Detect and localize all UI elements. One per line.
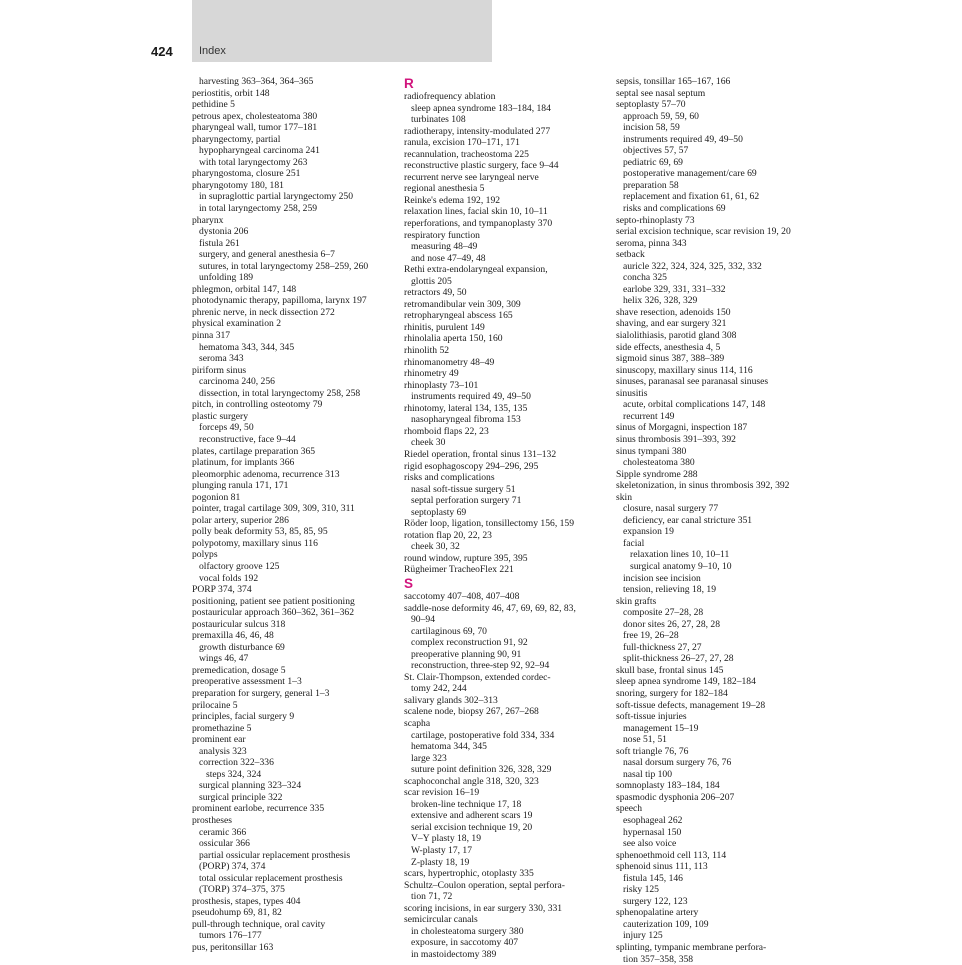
index-subentry: 90–94: [411, 614, 435, 626]
index-entry: recannulation, tracheostoma 225: [404, 148, 529, 160]
index-subentry: instruments required 49, 49–50: [411, 391, 531, 403]
index-entry: ranula, excision 170–171, 171: [404, 137, 520, 149]
index-subentry: in mastoidectomy 389: [411, 948, 497, 960]
index-entry: relaxation lines, facial skin 10, 10–11: [404, 206, 548, 218]
index-entry: prominent earlobe, recurrence 335: [192, 803, 325, 815]
index-entry: postauricular sulcus 318: [192, 618, 286, 630]
index-entry: postauricular approach 360–362, 361–362: [192, 607, 354, 619]
index-subentry: cartilaginous 69, 70: [411, 625, 487, 637]
index-entry: scars, hypertrophic, otoplasty 335: [404, 868, 534, 880]
index-subentry: V–Y plasty 18, 19: [411, 833, 481, 845]
index-subentry: ossicular 366: [199, 838, 250, 850]
index-entry: plastic surgery: [192, 410, 249, 422]
index-entry: physical examination 2: [192, 318, 281, 330]
index-subentry: reconstruction, three-step 92, 92–94: [411, 660, 550, 672]
index-entry: rotation flap 20, 22, 23: [404, 529, 492, 541]
index-subentry: dystonia 206: [199, 226, 249, 238]
index-subentry: risky 125: [623, 884, 659, 896]
index-entry: positioning, patient see patient positioning: [192, 595, 355, 607]
index-subentry: steps 324, 324: [206, 768, 262, 780]
index-subentry: seroma 343: [199, 353, 244, 365]
index-subentry: Z-plasty 18, 19: [411, 856, 470, 868]
index-entry: soft-tissue injuries: [616, 711, 687, 723]
index-entry: rhinitis, purulent 149: [404, 321, 485, 333]
index-subentry: tion 357–358, 358: [623, 953, 694, 965]
index-subentry: closure, nasal surgery 77: [623, 503, 719, 515]
index-subentry: donor sites 26, 27, 28, 28: [623, 618, 721, 630]
index-entry: septo-rhinoplasty 73: [616, 214, 695, 226]
index-subentry: hematoma 343, 344, 345: [199, 341, 295, 353]
index-entry: principles, facial surgery 9: [192, 711, 295, 723]
index-subentry: olfactory groove 125: [199, 560, 280, 572]
index-subentry: suture point definition 326, 328, 329: [411, 764, 552, 776]
index-column-1: [192, 76, 392, 954]
index-entry: preoperative assessment 1–3: [192, 676, 302, 688]
index-entry: phrenic nerve, in neck dissection 272: [192, 306, 335, 318]
index-subentry: large 323: [411, 752, 447, 764]
index-subentry: unfolding 189: [199, 272, 254, 284]
index-entry: spasmodic dysphonia 206–207: [616, 791, 735, 803]
index-subentry: sutures, in total laryngectomy 258–259, 260: [199, 260, 369, 272]
index-entry: skin grafts: [616, 595, 657, 607]
index-entry: platinum, for implants 366: [192, 457, 295, 469]
index-subentry: postoperative management/care 69: [623, 168, 757, 180]
index-subentry: correction 322–336: [199, 757, 274, 769]
index-subentry: serial excision technique 19, 20: [411, 821, 533, 833]
index-entry: premaxilla 46, 46, 48: [192, 630, 274, 642]
index-entry: round window, rupture 395, 395: [404, 552, 528, 564]
index-subentry: earlobe 329, 331, 331–332: [623, 283, 726, 295]
index-subentry: tomy 242, 244: [411, 683, 467, 695]
index-subentry: expansion 19: [623, 526, 674, 538]
index-entry: sphenoethmoid cell 113, 114: [616, 849, 727, 861]
index-subentry: W-plasty 17, 17: [411, 845, 473, 856]
index-subentry: septoplasty 69: [411, 506, 467, 518]
index-entry: piriform sinus: [192, 364, 247, 376]
index-subentry: extensive and adherent scars 19: [411, 810, 533, 822]
index-subentry: in supraglottic partial laryngectomy 250: [199, 191, 353, 203]
index-entry: speech: [616, 803, 643, 815]
index-subentry: full-thickness 27, 27: [623, 641, 702, 653]
index-entry: rhinolalia aperta 150, 160: [404, 333, 503, 345]
index-entry: prosthesis, stapes, types 404: [192, 895, 301, 907]
index-entry: pointer, tragal cartilage 309, 309, 310, 311: [192, 503, 355, 515]
index-entry: prilocaine 5: [192, 699, 238, 711]
index-entry: scaphoconchal angle 318, 320, 323: [404, 775, 539, 787]
index-subentry: surgical principle 322: [199, 791, 283, 803]
index-subentry: cartilage, postoperative fold 334, 334: [411, 729, 555, 741]
index-subentry: composite 27–28, 28: [623, 607, 704, 619]
index-entry: recurrent nerve see laryngeal nerve: [404, 171, 539, 183]
index-entry: scapha: [404, 717, 431, 729]
index-entry: rhinometry 49: [404, 368, 459, 380]
index-subentry: incision see incision: [623, 572, 701, 584]
index-letter-heading: S: [404, 575, 414, 591]
index-subentry: reconstructive, face 9–44: [199, 433, 296, 445]
index-column-3: [616, 76, 821, 965]
index-subentry: auricle 322, 324, 324, 325, 332, 332: [623, 260, 762, 272]
index-entry: Riedel operation, frontal sinus 131–132: [404, 448, 557, 460]
index-entry: saccotomy 407–408, 407–408: [404, 590, 520, 602]
index-subentry: management 15–19: [623, 722, 699, 734]
index-entry: splinting, tympanic membrane perfora-: [616, 942, 767, 954]
index-subentry: total ossicular replacement prosthesis: [199, 872, 343, 884]
index-entry: sialolithiasis, parotid gland 308: [616, 330, 737, 342]
index-column-2: [404, 76, 609, 960]
index-entry: polyps: [192, 549, 218, 561]
index-subentry: cheek 30, 32: [411, 541, 460, 553]
index-entry: shave resection, adenoids 150: [616, 306, 731, 318]
index-entry: shaving, and ear surgery 321: [616, 318, 727, 330]
index-entry: Röder loop, ligation, tonsillectomy 156, 159: [404, 518, 575, 530]
index-entry: seroma, pinna 343: [616, 237, 687, 249]
index-entry: semicircular canals: [404, 914, 478, 926]
index-entry: scalene node, biopsy 267, 267–268: [404, 706, 539, 718]
index-subentry: hematoma 344, 345: [411, 741, 487, 753]
index-subentry: esophageal 262: [623, 815, 683, 826]
index-entry: septal see nasal septum: [616, 87, 706, 99]
index-entry: scar revision 16–19: [404, 787, 480, 799]
index-entry: PORP 374, 374: [192, 584, 252, 596]
index-entry: sigmoid sinus 387, 388–389: [616, 353, 725, 365]
index-subentry: and nose 47–49, 48: [411, 252, 486, 264]
index-entry: sleep apnea syndrome 149, 182–184: [616, 676, 756, 688]
index-subentry: deficiency, ear canal stricture 351: [623, 514, 753, 526]
index-entry: Schultz–Coulon operation, septal perfora-: [404, 879, 565, 891]
index-subentry: (PORP) 374, 374: [199, 861, 266, 873]
index-entry: pogonion 81: [192, 491, 241, 503]
index-entry: rhomboid flaps 22, 23: [404, 425, 489, 437]
index-entry: Rethi extra-endolaryngeal expansion,: [404, 264, 548, 276]
index-entry: pseudohump 69, 81, 82: [192, 907, 282, 919]
index-entry: prostheses: [192, 815, 232, 826]
index-subentry: with total laryngectomy 263: [199, 156, 308, 168]
index-entry: skin: [616, 491, 632, 503]
header-gray-block: [192, 0, 492, 62]
index-entry: pharyngotomy 180, 181: [192, 179, 284, 191]
index-entry: periostitis, orbit 148: [192, 87, 270, 99]
index-entry: St. Clair-Thompson, extended cordec-: [404, 671, 551, 683]
index-entry: polly beak deformity 53, 85, 85, 95: [192, 526, 328, 538]
index-entry: rhinoplasty 73–101: [404, 379, 479, 391]
index-subentry: growth disturbance 69: [199, 641, 285, 653]
page-number: 424: [151, 44, 173, 59]
index-entry: sinus of Morgagni, inspection 187: [616, 422, 748, 434]
index-entry: sphenopalatine artery: [616, 907, 699, 919]
index-subentry: broken-line technique 17, 18: [411, 798, 522, 810]
index-letter-heading: R: [404, 76, 414, 91]
index-entry: soft-tissue defects, management 19–28: [616, 699, 766, 711]
index-entry: retropharyngeal abscess 165: [404, 310, 513, 322]
index-entry: retractors 49, 50: [404, 287, 467, 299]
index-subentry: acute, orbital complications 147, 148: [623, 399, 766, 411]
index-entry: sinusitis: [616, 387, 648, 399]
index-subentry: cauterization 109, 109: [623, 918, 709, 930]
index-entry: plunging ranula 171, 171: [192, 480, 289, 492]
index-subentry: forceps 49, 50: [199, 422, 254, 434]
index-entry: pull-through technique, oral cavity: [192, 918, 326, 930]
index-entry: skull base, frontal sinus 145: [616, 664, 724, 676]
index-subentry: cheek 30: [411, 437, 446, 449]
index-subentry: nasal tip 100: [623, 768, 673, 780]
index-subentry: hypernasal 150: [623, 826, 682, 838]
index-subentry: see also voice: [623, 838, 677, 850]
index-subentry: surgery, and general anesthesia 6–7: [199, 249, 335, 261]
index-subentry: instruments required 49, 49–50: [623, 133, 743, 145]
index-entry: rigid esophagoscopy 294–296, 295: [404, 460, 539, 472]
index-subentry: pediatric 69, 69: [623, 156, 683, 168]
index-subentry: cholesteatoma 380: [623, 457, 695, 469]
index-entry: pharyngeal wall, tumor 177–181: [192, 122, 318, 134]
index-entry: sinus tympani 380: [616, 445, 687, 457]
index-entry: saddle-nose deformity 46, 47, 69, 69, 82, 83,: [404, 602, 576, 614]
index-subentry: incision 58, 59: [623, 122, 680, 134]
index-subentry: vocal folds 192: [199, 572, 259, 584]
index-entry: Reinke's edema 192, 192: [404, 194, 501, 206]
index-subentry: helix 326, 328, 329: [623, 295, 698, 307]
index-subentry: tion 71, 72: [411, 891, 453, 903]
index-subentry: partial ossicular replacement prosthesis: [199, 849, 351, 861]
index-entry: sinus thrombosis 391–393, 392: [616, 433, 736, 445]
index-entry: reperforations, and tympanoplasty 370: [404, 218, 553, 230]
index-subentry: septal perforation surgery 71: [411, 495, 522, 507]
index-entry: pethidine 5: [192, 99, 235, 111]
index-entry: plates, cartilage preparation 365: [192, 445, 316, 457]
index-subentry: risks and complications 69: [623, 203, 726, 215]
index-entry: risks and complications: [404, 472, 495, 484]
index-entry: radiofrequency ablation: [404, 91, 496, 102]
index-entry: setback: [616, 249, 645, 261]
index-entry: salivary glands 302–313: [404, 694, 498, 706]
index-subentry: surgical anatomy 9–10, 10: [630, 560, 732, 572]
index-entry: sinuscopy, maxillary sinus 114, 116: [616, 364, 753, 376]
index-subentry: nasopharyngeal fibroma 153: [411, 414, 521, 426]
index-entry: preparation for surgery, general 1–3: [192, 687, 330, 699]
index-subentry: nose 51, 51: [623, 734, 667, 746]
index-entry: snoring, surgery for 182–184: [616, 687, 728, 699]
index-entry: pleomorphic adenoma, recurrence 313: [192, 468, 340, 480]
index-entry: retromandibular vein 309, 309: [404, 298, 521, 310]
index-subentry: facial: [623, 537, 645, 549]
index-subentry: split-thickness 26–27, 27, 28: [623, 653, 734, 665]
index-entry: respiratory function: [404, 229, 480, 241]
index-entry: premedication, dosage 5: [192, 664, 286, 676]
index-entry: reconstructive plastic surgery, face 9–44: [404, 160, 559, 172]
index-subentry: preoperative planning 90, 91: [411, 648, 522, 660]
index-subentry: hypopharyngeal carcinoma 241: [199, 145, 320, 157]
index-subentry: nasal dorsum surgery 76, 76: [623, 757, 732, 769]
index-entry: sinuses, paranasal see paranasal sinuses: [616, 376, 769, 388]
index-entry: rhinolith 52: [404, 345, 450, 357]
index-subentry: in total laryngectomy 258, 259: [199, 203, 318, 215]
index-subentry: surgical planning 323–324: [199, 780, 302, 792]
index-subentry: tumors 176–177: [199, 930, 262, 942]
index-subentry: complex reconstruction 91, 92: [411, 637, 528, 649]
index-entry: somnoplasty 183–184, 184: [616, 780, 720, 792]
index-entry: sepsis, tonsillar 165–167, 166: [616, 76, 731, 87]
index-subentry: exposure, in saccotomy 407: [411, 937, 519, 949]
index-entry: pharynx: [192, 214, 224, 226]
index-subentry: recurrent 149: [623, 410, 675, 422]
index-subentry: carcinoma 240, 256: [199, 376, 275, 388]
index-entry: pinna 317: [192, 330, 231, 342]
index-entry: pitch, in controlling osteotomy 79: [192, 399, 323, 411]
index-subentry: measuring 48–49: [411, 241, 478, 253]
index-subentry: relaxation lines 10, 10–11: [630, 549, 730, 561]
index-entry: radiotherapy, intensity-modulated 277: [404, 125, 551, 137]
index-entry: phlegmon, orbital 147, 148: [192, 283, 297, 295]
index-subentry: in cholesteatoma surgery 380: [411, 925, 524, 937]
index-subentry: (TORP) 374–375, 375: [199, 884, 285, 896]
index-subentry: concha 325: [623, 272, 667, 284]
index-subentry: replacement and fixation 61, 61, 62: [623, 191, 760, 203]
index-entry: soft triangle 76, 76: [616, 745, 689, 757]
index-subentry: turbinates 108: [411, 114, 466, 126]
index-entry: Rügheimer TracheoFlex 221: [404, 564, 514, 576]
index-entry: regional anesthesia 5: [404, 183, 485, 195]
index-entry: photodynamic therapy, papilloma, larynx 197: [192, 295, 367, 307]
index-subentry: ceramic 366: [199, 826, 247, 838]
index-subentry: analysis 323: [199, 745, 247, 757]
index-entry: rhinotomy, lateral 134, 135, 135: [404, 402, 528, 414]
index-entry: rhinomanometry 48–49: [404, 356, 495, 368]
index-entry: septoplasty 57–70: [616, 99, 686, 111]
index-entry: scoring incisions, in ear surgery 330, 331: [404, 902, 563, 914]
index-entry: pharyngostoma, closure 251: [192, 168, 301, 180]
index-subentry: free 19, 26–28: [623, 630, 679, 642]
index-entry: sphenoid sinus 111, 113: [616, 861, 708, 873]
index-subentry: harvesting 363–364, 364–365: [199, 76, 314, 87]
index-subentry: nasal soft-tissue surgery 51: [411, 483, 516, 495]
index-entry: skeletonization, in sinus thrombosis 392, 392: [616, 480, 790, 492]
index-subentry: dissection, in total laryngectomy 258, 258: [199, 387, 361, 399]
index-entry: pus, peritonsillar 163: [192, 942, 274, 954]
index-entry: polar artery, superior 286: [192, 514, 289, 526]
index-entry: pharyngectomy, partial: [192, 133, 281, 145]
index-entry: Sipple syndrome 288: [616, 468, 698, 480]
index-subentry: injury 125: [623, 930, 663, 942]
index-subentry: glottis 205: [411, 275, 452, 287]
index-subentry: sleep apnea syndrome 183–184, 184: [411, 102, 551, 114]
index-subentry: tension, relieving 18, 19: [623, 584, 716, 596]
index-subentry: fistula 261: [199, 237, 240, 249]
running-head: Index: [199, 45, 226, 57]
index-entry: promethazine 5: [192, 722, 252, 734]
index-subentry: surgery 122, 123: [623, 895, 688, 907]
index-entry: side effects, anesthesia 4, 5: [616, 341, 721, 353]
index-subentry: objectives 57, 57: [623, 145, 689, 157]
index-subentry: preparation 58: [623, 179, 679, 191]
index-entry: petrous apex, cholesteatoma 380: [192, 110, 318, 122]
index-subentry: approach 59, 59, 60: [623, 110, 699, 122]
index-entry: serial excision technique, scar revision 19, 20: [616, 226, 791, 238]
index-entry: polypotomy, maxillary sinus 116: [192, 537, 318, 549]
index-subentry: wings 46, 47: [199, 653, 249, 665]
index-subentry: fistula 145, 146: [623, 872, 683, 884]
index-entry: prominent ear: [192, 734, 246, 746]
